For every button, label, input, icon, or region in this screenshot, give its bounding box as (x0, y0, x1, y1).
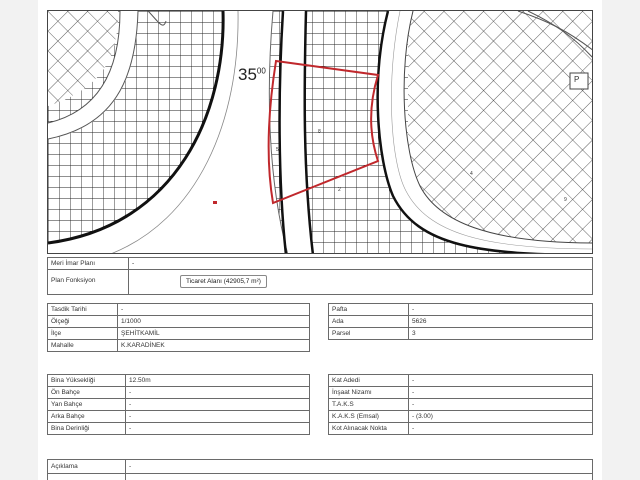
table-row: Kat Adedi - (329, 375, 593, 387)
table-row: Açıklama - (48, 460, 593, 474)
table-row (48, 474, 593, 480)
table-row: Kot Alınacak Nokta - (329, 423, 593, 435)
table-row: Bina Derinliği - (48, 423, 310, 435)
location-table (47, 303, 310, 352)
meri-plan-label: Meri İmar Planı (51, 260, 96, 267)
building-table (47, 374, 310, 435)
block-number: 5 (276, 147, 279, 153)
block-number: 8 (318, 129, 321, 135)
table-row: K.A.K.S (Emsal) - (3.00) (329, 411, 593, 423)
table-row: Bina Yüksekliği 12.50m (48, 375, 310, 387)
plan-function-label: Plan Fonksiyon (51, 277, 96, 284)
table-row: Arka Bahçe - (48, 411, 310, 423)
table-row: Ada 5626 (329, 316, 593, 328)
table-row: Parsel 3 (329, 328, 593, 340)
zoning-map (47, 10, 593, 254)
parcel-table (328, 303, 593, 340)
table-row: Mahalle K.KARADİNEK (48, 340, 310, 352)
parcel-marker: P (574, 75, 580, 84)
block-number: 9 (564, 197, 567, 203)
construction-table (328, 374, 593, 435)
table-row: Yan Bahçe - (48, 399, 310, 411)
table-row: İlçe ŞEHİTKAMİL (48, 328, 310, 340)
table-row: Tasdik Tarihi - (48, 304, 310, 316)
elevation-label: $35^{00}$ (238, 65, 266, 84)
plan-function-chip[interactable]: Ticaret Alanı (42905,7 m²) (180, 275, 267, 288)
table-row: Ön Bahçe - (48, 387, 310, 399)
table-row: Ölçeği 1/1000 (48, 316, 310, 328)
plan-info-box (47, 257, 593, 295)
table-row: Pafta - (329, 304, 593, 316)
notes-table (47, 459, 593, 480)
meri-plan-value: - (132, 260, 135, 267)
table-row: İnşaat Nizamı - (329, 387, 593, 399)
block-number: 2 (338, 187, 341, 193)
table-row: T.A.K.S - (329, 399, 593, 411)
block-number: 4 (470, 171, 473, 177)
